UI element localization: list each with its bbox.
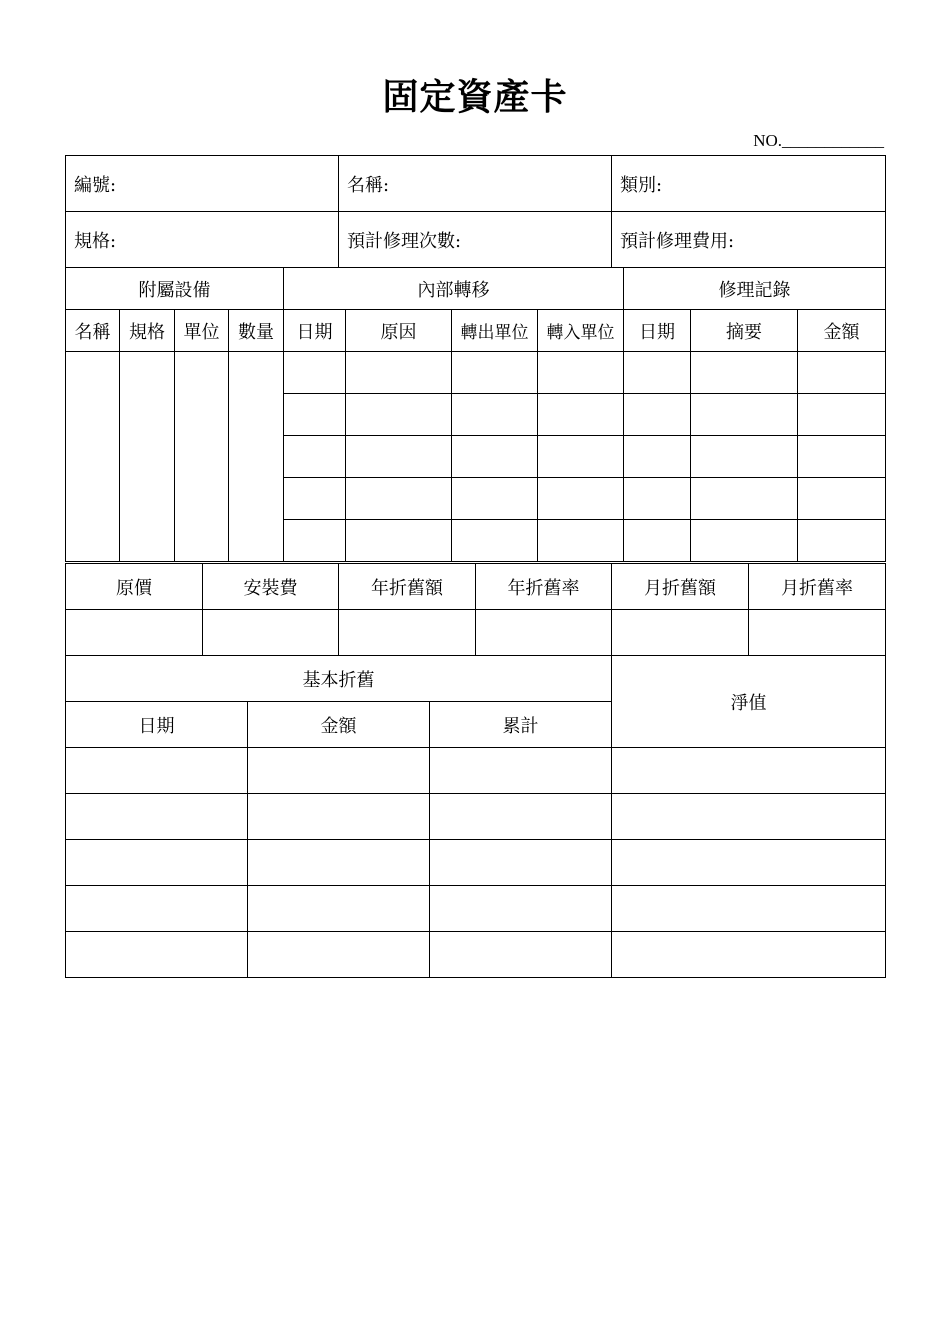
col-repair-amount: 金額	[798, 310, 886, 352]
table-cell[interactable]	[452, 520, 538, 562]
records-table	[65, 267, 886, 562]
card-number-field[interactable]: NO.____________	[753, 131, 884, 150]
col-net-value: 淨值	[612, 656, 886, 748]
table-cell[interactable]	[284, 520, 346, 562]
table-cell[interactable]	[66, 932, 248, 978]
col-dep-cumulative: 累計	[430, 702, 612, 748]
table-cell[interactable]	[798, 520, 886, 562]
table-cell[interactable]	[346, 478, 452, 520]
col-transfer-in: 轉入單位	[538, 310, 624, 352]
col-acc-spec: 規格	[120, 310, 175, 352]
table-cell[interactable]	[430, 886, 612, 932]
table-cell[interactable]	[624, 352, 691, 394]
field-name[interactable]: 名稱:	[339, 156, 612, 212]
table-cell[interactable]	[284, 394, 346, 436]
table-cell[interactable]	[538, 352, 624, 394]
table-cell[interactable]	[248, 932, 430, 978]
table-cell[interactable]	[538, 394, 624, 436]
field-category[interactable]: 類別:	[612, 156, 886, 212]
col-acc-name: 名稱	[66, 310, 120, 352]
table-cell[interactable]	[798, 436, 886, 478]
table-cell[interactable]	[452, 436, 538, 478]
table-cell[interactable]	[339, 610, 476, 656]
table-cell[interactable]	[66, 748, 248, 794]
table-cell[interactable]	[476, 610, 612, 656]
acc-spec-cell[interactable]	[120, 352, 175, 562]
table-cell[interactable]	[691, 520, 798, 562]
table-cell[interactable]	[798, 394, 886, 436]
table-cell[interactable]	[612, 932, 886, 978]
cost-table	[65, 563, 886, 656]
section-transfer: 內部轉移	[284, 268, 624, 310]
table-cell[interactable]	[346, 352, 452, 394]
table-cell[interactable]	[346, 394, 452, 436]
page-title: 固定資產卡	[382, 77, 568, 118]
table-row	[66, 610, 886, 656]
table-cell[interactable]	[248, 886, 430, 932]
table-cell[interactable]	[691, 436, 798, 478]
table-row	[66, 840, 886, 886]
col-transfer-date: 日期	[284, 310, 346, 352]
table-cell[interactable]	[798, 352, 886, 394]
table-cell[interactable]	[430, 932, 612, 978]
table-cell[interactable]	[538, 478, 624, 520]
table-cell[interactable]	[691, 394, 798, 436]
table-cell[interactable]	[612, 610, 749, 656]
table-cell[interactable]	[452, 478, 538, 520]
col-annual-dep-amount: 年折舊額	[339, 564, 476, 610]
table-row	[66, 748, 886, 794]
table-cell[interactable]	[691, 478, 798, 520]
table-cell[interactable]	[612, 840, 886, 886]
table-cell[interactable]	[624, 478, 691, 520]
table-cell[interactable]	[66, 794, 248, 840]
table-cell[interactable]	[612, 886, 886, 932]
table-cell[interactable]	[538, 520, 624, 562]
col-dep-amount: 金額	[248, 702, 430, 748]
col-annual-dep-rate: 年折舊率	[476, 564, 612, 610]
col-repair-date: 日期	[624, 310, 691, 352]
table-cell[interactable]	[612, 748, 886, 794]
table-cell[interactable]	[612, 794, 886, 840]
table-cell[interactable]	[452, 394, 538, 436]
col-acc-unit: 單位	[175, 310, 229, 352]
table-cell[interactable]	[66, 886, 248, 932]
table-cell[interactable]	[624, 520, 691, 562]
table-cell[interactable]	[346, 436, 452, 478]
table-cell[interactable]	[284, 436, 346, 478]
table-cell[interactable]	[452, 352, 538, 394]
col-install-fee: 安裝費	[203, 564, 339, 610]
table-row	[66, 794, 886, 840]
table-cell[interactable]	[203, 610, 339, 656]
acc-qty-cell[interactable]	[229, 352, 284, 562]
section-basic-depreciation: 基本折舊	[66, 656, 612, 702]
table-cell[interactable]	[691, 352, 798, 394]
table-row	[66, 886, 886, 932]
col-repair-summary: 摘要	[691, 310, 798, 352]
table-cell[interactable]	[624, 436, 691, 478]
table-cell[interactable]	[430, 840, 612, 886]
col-transfer-reason: 原因	[346, 310, 452, 352]
section-repair: 修理記錄	[624, 268, 886, 310]
section-accessories: 附屬設備	[66, 268, 284, 310]
info-table	[65, 155, 886, 268]
table-cell[interactable]	[538, 436, 624, 478]
table-row	[66, 352, 886, 394]
col-dep-date: 日期	[66, 702, 248, 748]
field-number[interactable]: 編號:	[66, 156, 339, 212]
table-cell[interactable]	[66, 610, 203, 656]
col-transfer-out: 轉出單位	[452, 310, 538, 352]
table-cell[interactable]	[430, 748, 612, 794]
table-cell[interactable]	[66, 840, 248, 886]
col-original-price: 原價	[66, 564, 203, 610]
table-cell[interactable]	[798, 478, 886, 520]
field-spec[interactable]: 規格:	[66, 212, 339, 268]
table-cell[interactable]	[284, 478, 346, 520]
table-cell[interactable]	[749, 610, 886, 656]
table-cell[interactable]	[430, 794, 612, 840]
field-repair-count[interactable]: 預計修理次數:	[339, 212, 612, 268]
col-acc-qty: 數量	[229, 310, 284, 352]
table-cell[interactable]	[284, 352, 346, 394]
depreciation-table	[65, 655, 886, 978]
acc-unit-cell[interactable]	[175, 352, 229, 562]
table-cell[interactable]	[624, 394, 691, 436]
field-repair-cost[interactable]: 預計修理費用:	[612, 212, 886, 268]
table-cell[interactable]	[248, 840, 430, 886]
acc-name-cell[interactable]	[66, 352, 120, 562]
table-row	[66, 932, 886, 978]
table-cell[interactable]	[248, 748, 430, 794]
table-cell[interactable]	[248, 794, 430, 840]
col-monthly-dep-amount: 月折舊額	[612, 564, 749, 610]
table-cell[interactable]	[346, 520, 452, 562]
col-monthly-dep-rate: 月折舊率	[749, 564, 886, 610]
